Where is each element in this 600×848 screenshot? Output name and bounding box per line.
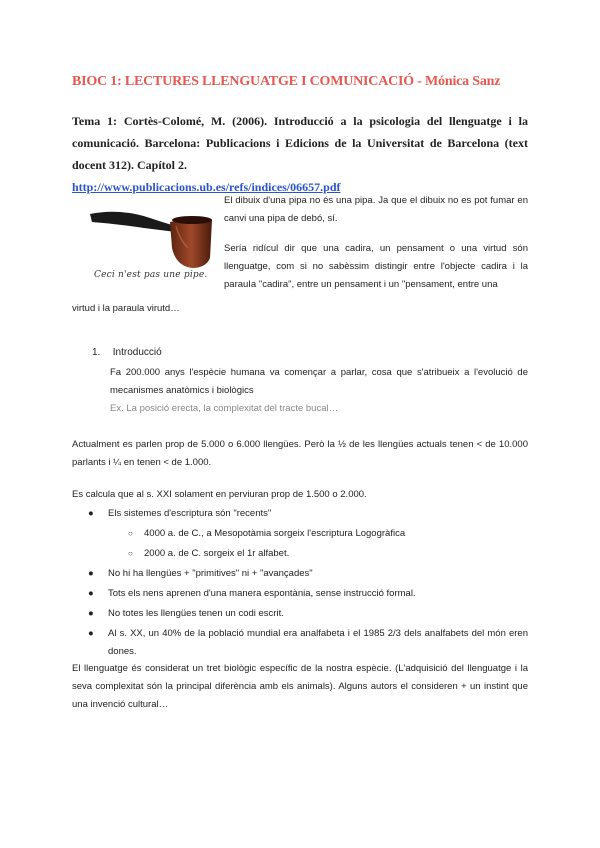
reference-block — [72, 110, 528, 198]
reference-text: Tema 1: Cortès-Colomé, M. (2006). Introducció a la psicologia del llenguatge i la comunicació. Barcelona: Publicacions i Edicions de la Universitat de Barcelona (text docent 312). Capítol 2. — [72, 114, 528, 172]
list-item: ● Els sistemes d'escriptura són "recents" ○ 4000 a. de C., a Mesopotàmia sorgeix l'escriptura Logogràfica ○ 2000 a. de C. sorgeix el 1r alfabet. — [72, 505, 528, 563]
list-item: ● Tots els nens aprenen d'una manera espontània, sense instrucció formal. — [72, 585, 528, 603]
body-paragraph-3: El llenguatge és considerat un tret biològic específic de la nostra espècie. (L'adquisició del llenguatge i la seva complexitat són la principal diferència amb els animals). Alguns autors el consideren + un instint que una invenció cultural… — [72, 663, 528, 710]
section-line-2: Ex. La posició erecta, la complexitat del tracte bucal… — [110, 403, 339, 414]
document-title: BIOC 1: LECTURES LLENGUATGE I COMUNICACIÓ - Mónica Sanz — [72, 74, 501, 89]
list-item: ○ 4000 a. de C., a Mesopotàmia sorgeix l'escriptura Logogràfica — [108, 525, 528, 543]
bullet-icon: ● — [88, 628, 94, 639]
section-line-1: Fa 200.000 anys l'espècie humana va començar a parlar, cosa que s'atribueix a l'evolució de mecanismes anatòmics i biològics — [110, 367, 528, 396]
pipe-caption: Ceci n'est pas une pipe. — [94, 270, 208, 280]
bullet-icon: ● — [88, 508, 94, 519]
intro-paragraph-2: Sería ridícul dir que una cadira, un pensament o una virtud són llenguatge, com si no sabèssim distingir entre l'objecte cadira i la parauIa "cadira", entre un pensament i un "pensament, entre una — [224, 243, 528, 290]
section-body — [110, 364, 528, 418]
section-number: 1. — [92, 347, 101, 358]
reference-link[interactable]: http://www.publicacions.ub.es/refs/indices/06657.pdf — [72, 180, 341, 194]
body-paragraph-2: Es calcula que al s. XXI solament en perviuran prop de 1.500 o 2.000. — [72, 489, 367, 500]
list-item: ● No totes les llengües tenen un codi escrit. — [72, 605, 528, 623]
sub-list — [108, 525, 528, 563]
circle-bullet-icon: ○ — [128, 549, 133, 558]
list-item: ● No hi ha llengües + "primitives" ni + "avançades" — [72, 565, 528, 583]
list-item: ○ 2000 a. de C. sorgeix el 1r alfabet. — [108, 545, 528, 563]
circle-bullet-icon: ○ — [128, 529, 133, 538]
section-title: Introducció — [112, 347, 162, 358]
bullet-icon: ● — [88, 568, 94, 579]
intro-text — [224, 192, 528, 294]
pipe-figure — [80, 196, 220, 288]
bullet-list — [72, 505, 528, 663]
list-item: ● Al s. XX, un 40% de la població mundial era analfabeta i el 1985 2/3 dels analfabets del món eren dones. — [72, 625, 528, 661]
intro-paragraph-2-continued: virtud i la paraula virutd… — [72, 303, 180, 314]
body-paragraph-1: Actualment es parlen prop de 5.000 o 6.000 llengües. Però la ½ de les llengües actuals tenen < de 10.000 parlants i ¼ en tenen < de 1.000. — [72, 439, 528, 468]
bullet-icon: ● — [88, 608, 94, 619]
bullet-icon: ● — [88, 588, 94, 599]
section-heading — [92, 347, 162, 358]
intro-paragraph-1: El dibuix d'una pipa no és una pipa. Ja que el dibuix no es pot fumar en canvi una pipa de debó, sí. — [224, 195, 528, 224]
